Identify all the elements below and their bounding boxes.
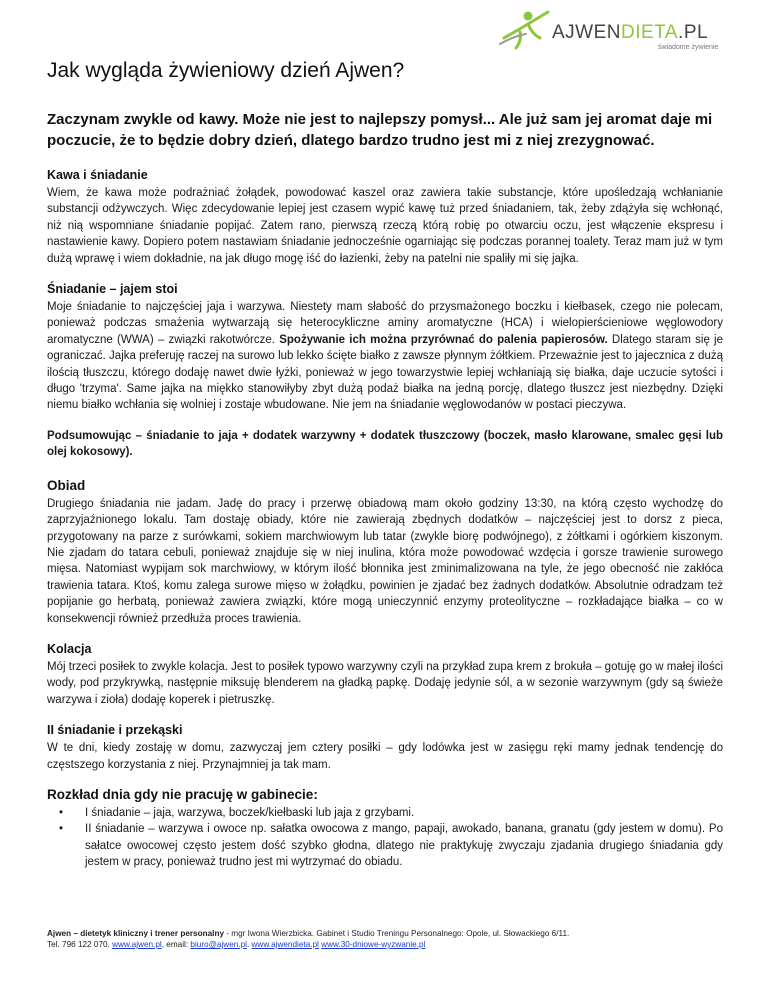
article-body: [47, 58, 723, 871]
highlighted-warning: Spożywanie ich można przyrównać do palenia papierosów.: [279, 333, 608, 346]
schedule-list: [47, 805, 723, 871]
bullet-icon: •: [59, 823, 64, 836]
section-heading-kolacja: Kolacja: [47, 641, 92, 656]
section-text-kawa: Wiem, że kawa może podrażniać żołądek, powodować kaszel oraz zawiera takie substancje, które upośledzają wchłanianie substancji odżywczych. Więc zdecydowanie lepiej jest czasem wypić kawę tuż przed śniadaniem, tak, żeby zdążyła się wchłonąć, niż nią wspomniane śniadanie popijać. Zatem rano, pierwszą rzeczą którą robię po otwarciu oczu, jest włączenie ekspresu i nastawienie kawy. Dopiero potem nastawiam śniadanie jednocześnie ogarniając się podczas porannej toalety. Teraz mam już w tym dużą wprawę i wiem dokładnie, na jak długo mogę iść do łazienki, żeby na patelni nie spaliły mi się jajka.: [47, 187, 723, 265]
brand-tagline: świadome żywienie: [658, 44, 719, 51]
brand-name: AJWENDIETA.PL: [552, 22, 709, 43]
section-heading-przekaski: II śniadanie i przekąski: [47, 723, 183, 738]
section-text-sniadanie: Moje śniadanie to najczęściej jaja i warzywa. Niestety mam słabość do przysmażonego boczku i kiełbasek, czego nie polecam, ponieważ podczas smażenia wytwarzają się heterocykliczne aminy aromatyczne (HCA) i wielopierścieniowe węglowodory aromatyczne (WWA) – związki rakotwórcze. Spożywanie ich można przyrównać do palenia papierosów. Dlatego staram się je ograniczać. Jajka preferuję raczej na surowo lub lekko ścięte białko z zawsze płynnym żółtkiem. Przeważnie jest to jajecznica z dużą ilością tłuszczu, którego dodaję nawet dwie łyżki, ponieważ w jego towarzystwie lepiej wchłaniają się białka, daje uczucie sytości i długo 'trzyma'. Same jajka na miękko stanowiłyby zbyt dużą podaż białka na jedną porcję, dlatego tłuszcz jest niezbędny. Dzięki niemu białko wchłania się wolniej i zostaje wbudowane. Nie jem na śniadanie węglowodanów w postaci pieczywa.: [47, 301, 724, 412]
link-ajwen[interactable]: www.ajwen.pl: [112, 940, 162, 949]
intro-paragraph: Zaczynam zwykle od kawy. Może nie jest to najlepszy pomysł... Ale już sam jej aromat daje mi poczucie, że to będzie dobry dzień, dlatego bardzo trudno jest mi z niej zrezygnować.: [47, 111, 713, 149]
brand-logo[interactable]: [498, 8, 738, 54]
section-heading-obiad: Obiad: [47, 477, 86, 493]
breakfast-summary: Podsumowując – śniadanie to jaja + dodatek warzywny + dodatek tłuszczowy (boczek, masło klarowane, smalec gęsi lub olej kokosowy).: [47, 429, 723, 459]
list-item: • I śniadanie – jaja, warzywa, boczek/kiełbaski lub jaja z grzybami.: [85, 805, 723, 821]
list-item: • II śniadanie – warzywa i owoce np. sałatka owocowa z mango, papaji, awokado, banana, granatu (gdy jestem w domu). Po sałatce owocowej często jestem dość szybko głodna, dlatego nie praktykuję zwyczaju zjadania drugiego śniadania gdy jestem w pracy, ponieważ trudno jest mi wytrzymać do obiadu.: [59, 823, 723, 869]
bullet-icon: •: [59, 806, 64, 819]
section-heading-kawa: Kawa i śniadanie: [47, 168, 148, 182]
link-email[interactable]: biuro@ajwen.pl: [190, 940, 247, 949]
section-text-obiad: Drugiego śniadania nie jadam. Jadę do pracy i przerwę obiadową mam około godziny 13:30, na którą często wychodzę do zaprzyjaźnionego lokalu. Tam dostaję obiady, które nie zawierają zbędnych dodatków – najczęściej jest to dorsz z pieca, przygotowany na parze z surówkami, sokiem marchwiowym lub tatar (zwykle biorę podwójnego), z żółtkami i ogórkiem kiszonym. Nie zjadam do tatara cebuli, ponieważ znajduje się w niej inulina, która może powodować wzdęcia i gorsze trawienie surowego mięsa. Natomiast wypijam sok marchwiowy, w którym ilość błonnika jest zminimalizowana na tyle, że jego obecność nie zakłóca trawienia tatara. Ktoś, komu zalega surowe mięso w żołądku, powinien je zjadać bez żadnych dodatków. Absolutnie odradzam też popijanie go herbatą, ponieważ zawiera związki, które mogą unieczynnić enzymy proteolityczne – rozkładające białka – co w konsekwencji również przedłuża proces trawienia.: [47, 497, 723, 625]
page-title: Jak wygląda żywieniowy dzień Ajwen?: [47, 59, 405, 82]
runner-logo-icon: [498, 8, 550, 52]
link-30-dniowe[interactable]: www.30-dniowe-wyzwanie.pl: [321, 940, 426, 949]
link-ajwendieta[interactable]: www.ajwendieta.pl: [251, 940, 319, 949]
page-footer: [47, 928, 723, 950]
section-heading-sniadanie: Śniadanie – jajem stoi: [47, 282, 178, 297]
footer-line-2: Tel. 796 122 070. www.ajwen.pl, email: biuro@ajwen.pl. www.ajwendieta.pl www.30-dniowe-wyzwanie.pl: [47, 940, 426, 949]
section-text-przekaski: W te dni, kiedy zostaję w domu, zazwyczaj jem cztery posiłki – gdy lodówka jest w zasięgu ręki mamy jednak tendencję do częstszego korzystania z niej. Przynajmniej ja tak mam.: [47, 742, 723, 771]
section-heading-rozklad: Rozkład dnia gdy nie pracuję w gabinecie:: [47, 786, 318, 802]
footer-line-1: Ajwen – dietetyk kliniczny i trener personalny - mgr Iwona Wierzbicka. Gabinet i Studio Treningu Personalnego: Opole, ul. Słowackiego 6/11.: [47, 929, 570, 938]
section-text-kolacja: Mój trzeci posiłek to zwykle kolacja. Jest to posiłek typowo warzywny czyli na przykład zupa krem z brokuła – gotuję go w małej ilości wody, pod przykrywką, następnie miksuję blenderem na gładką papkę. Dodaję jedynie sól, a w sezonie warzywnym (gdy są świeże warzywa i zioła) dodaję koperek i pietruszkę.: [47, 660, 723, 706]
